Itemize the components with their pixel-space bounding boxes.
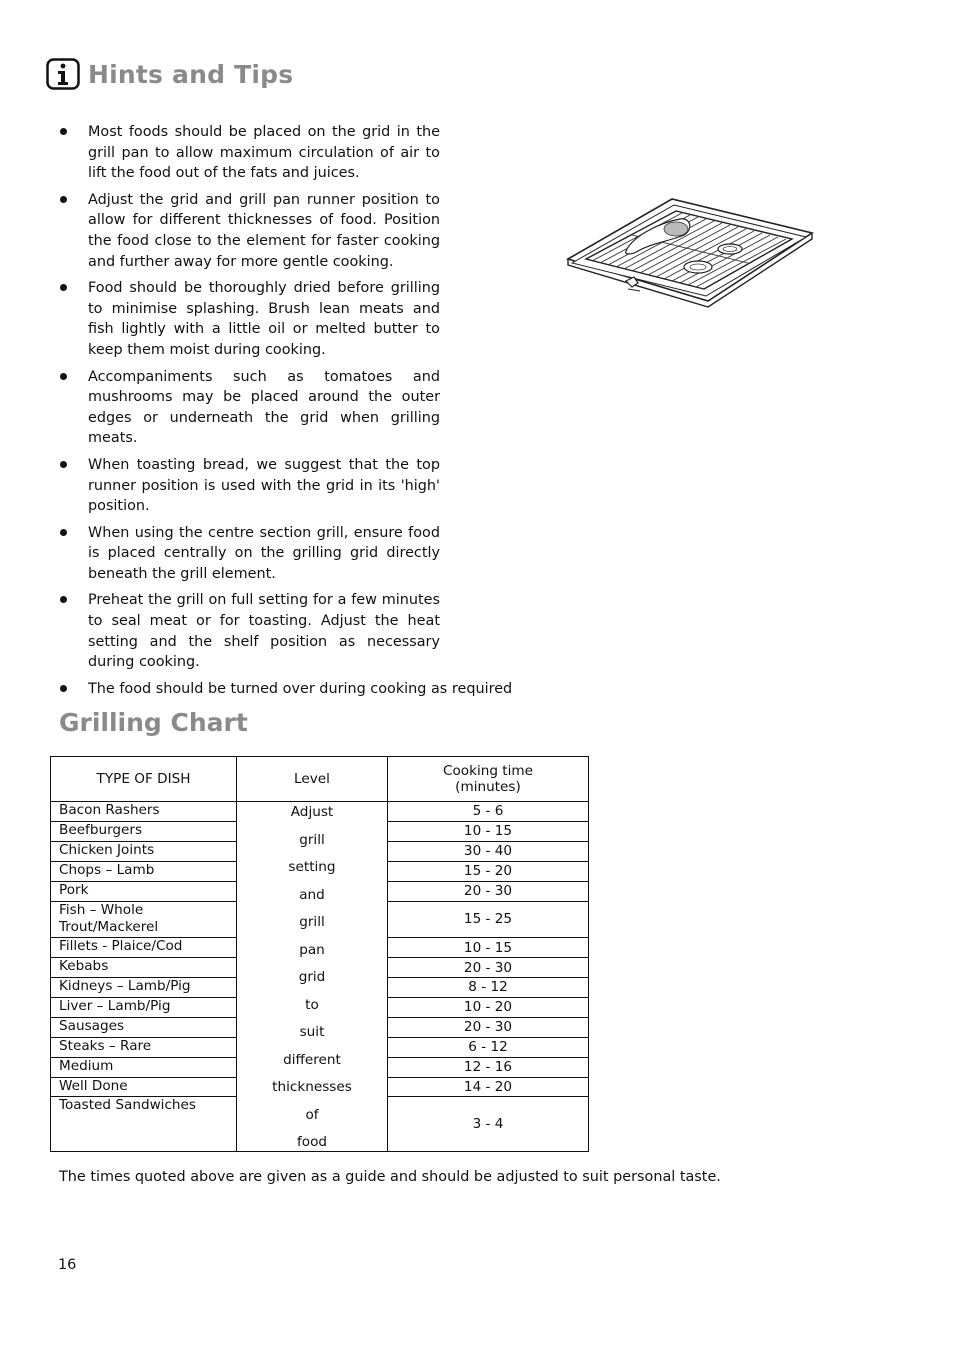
dish-cell: Beefburgers — [51, 821, 237, 841]
dish-cell: Fish – Whole Trout/Mackerel — [51, 901, 237, 938]
time-cell: 12 - 16 — [388, 1057, 589, 1077]
dish-cell: Sausages — [51, 1017, 237, 1037]
time-cell: 6 - 12 — [388, 1037, 589, 1057]
section-header — [46, 58, 293, 90]
grill-pan-illustration — [562, 193, 818, 309]
level-cell: Adjust grill setting and grill pan grid to suit different thicknesses of food — [237, 802, 388, 1152]
time-cell: 20 - 30 — [388, 881, 589, 901]
list-item: Food should be thoroughly dried before grilling to minimise splashing. Brush lean meats and fish lightly with a little oil or melted butter to keep them moist during cooking. — [56, 278, 440, 360]
dish-cell: Toasted Sandwiches — [51, 1097, 237, 1152]
bullet-icon — [60, 196, 67, 203]
time-cell: 20 - 30 — [388, 958, 589, 978]
header-type-of-dish: TYPE OF DISH — [51, 757, 237, 802]
bullet-icon — [60, 284, 67, 291]
list-item: Accompaniments such as tomatoes and mushrooms may be placed around the outer edges or underneath the grid when grilling meats. — [56, 367, 440, 449]
time-cell: 8 - 12 — [388, 978, 589, 998]
time-cell: 15 - 20 — [388, 861, 589, 881]
time-cell: 10 - 15 — [388, 821, 589, 841]
bullet-icon — [60, 461, 67, 468]
grilling-chart-table — [50, 756, 589, 1152]
bullet-icon — [60, 529, 67, 536]
time-cell: 10 - 20 — [388, 997, 589, 1017]
bullet-icon — [60, 596, 67, 603]
chart-title: Grilling Chart — [59, 708, 248, 737]
time-cell: 15 - 25 — [388, 901, 589, 938]
dish-cell: Chops – Lamb — [51, 861, 237, 881]
tips-list — [56, 122, 513, 705]
time-cell: 30 - 40 — [388, 841, 589, 861]
chart-note: The times quoted above are given as a guide and should be adjusted to suit personal taste. — [59, 1169, 721, 1185]
header-cooking-time: Cooking time (minutes) — [388, 757, 589, 802]
table-header-row — [51, 757, 589, 802]
time-cell: 10 - 15 — [388, 938, 589, 958]
dish-cell: Bacon Rashers — [51, 802, 237, 822]
list-item: Most foods should be placed on the grid in the grill pan to allow maximum circulation of air to lift the food out of the fats and juices. — [56, 122, 440, 184]
list-item: The food should be turned over during cooking as required — [56, 679, 608, 700]
bullet-icon — [60, 128, 67, 135]
list-item: When toasting bread, we suggest that the top runner position is used with the grid in its 'high' position. — [56, 455, 440, 517]
dish-cell: Liver – Lamb/Pig — [51, 997, 237, 1017]
dish-cell: Medium — [51, 1057, 237, 1077]
list-item: Preheat the grill on full setting for a few minutes to seal meat or for toasting. Adjust the heat setting and the shelf position as necessary during cooking. — [56, 590, 440, 672]
time-cell: 3 - 4 — [388, 1097, 589, 1152]
dish-cell: Kebabs — [51, 958, 237, 978]
table-row — [51, 802, 589, 822]
dish-cell: Fillets - Plaice/Cod — [51, 938, 237, 958]
dish-cell: Chicken Joints — [51, 841, 237, 861]
dish-cell: Steaks – Rare — [51, 1037, 237, 1057]
time-cell: 14 - 20 — [388, 1077, 589, 1097]
dish-cell: Kidneys – Lamb/Pig — [51, 978, 237, 998]
list-item: When using the centre section grill, ensure food is placed centrally on the grilling grid directly beneath the grill element. — [56, 523, 440, 585]
info-icon — [46, 58, 80, 90]
dish-cell: Pork — [51, 881, 237, 901]
bullet-icon — [60, 685, 67, 692]
list-item: Adjust the grid and grill pan runner position to allow for different thicknesses of food. Position the food close to the element for faster cooking and further away for more gentle cooking. — [56, 190, 440, 272]
page-number: 16 — [58, 1257, 77, 1273]
time-cell: 5 - 6 — [388, 802, 589, 822]
time-cell: 20 - 30 — [388, 1017, 589, 1037]
bullet-icon — [60, 373, 67, 380]
page-title: Hints and Tips — [88, 59, 294, 89]
dish-cell: Well Done — [51, 1077, 237, 1097]
header-level: Level — [237, 757, 388, 802]
